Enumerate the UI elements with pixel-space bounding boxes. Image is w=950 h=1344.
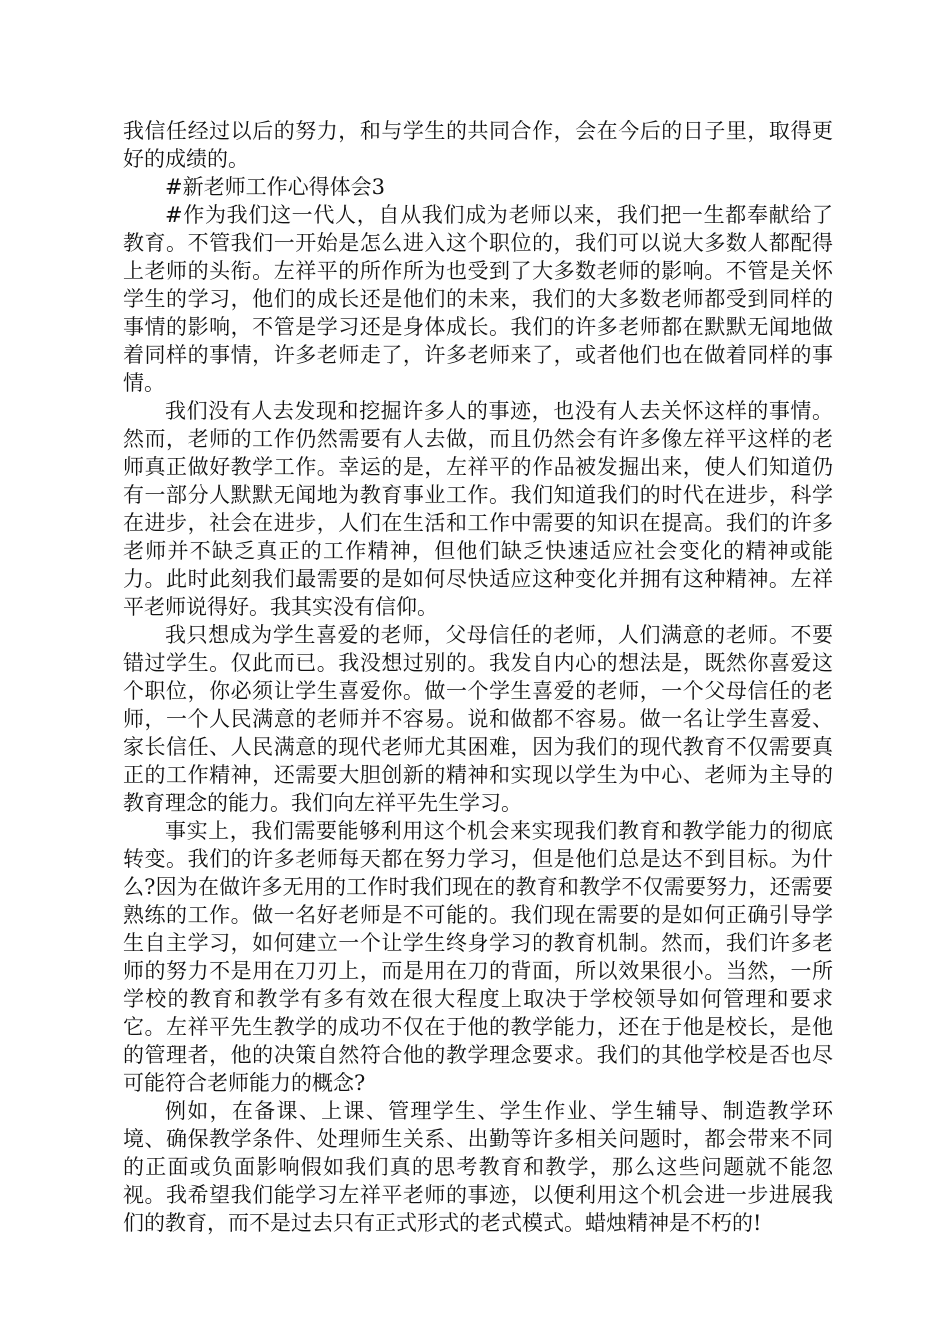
paragraph: 事实上，我们需要能够利用这个机会来实现我们教育和教学能力的彻底转变。我们的许多老师每天都在努力学习，但是他们总是达不到目标。为什么?因为在做许多无用的工作时我们现在的教育和教学不仅需要努力，还需要熟练的工作。做一名好老师是不可能的。我们现在需要的是如何正确引导学生自主学习，如何建立一个让学生终身学习的教育机制。然而，我们许多老师的努力不是用在刀刃上，而是用在刀的背面，所以效果很小。当然，一所学校的教育和教学有多有效在很大程度上取决于学校领导如何管理和要求它。左祥平先生教学的成功不仅在于他的教学能力，还在于他是校长，是他的管理者，他的决策自然符合他的教学理念要求。我们的其他学校是否也尽可能符合老师能力的概念?	[123, 819, 833, 1095]
paragraph: #作为我们这一代人，自从我们成为老师以来，我们把一生都奉献给了教育。不管我们一开始是怎么进入这个职位的，我们可以说大多数人都配得上老师的头衔。左祥平的所作所为也受到了大多数老师的影响。不管是关怀学生的学习，他们的成长还是他们的未来，我们的大多数老师都受到同样的事情的影响，不管是学习还是身体成长。我们的许多老师都在默默无闻地做着同样的事情，许多老师走了，许多老师来了，或者他们也在做着同样的事情。	[123, 203, 833, 395]
paragraph-continuation: 我信任经过以后的努力，和与学生的共同合作，会在今后的日子里，取得更好的成绩的。	[123, 119, 833, 171]
section-heading: #新老师工作心得体会3	[165, 175, 385, 199]
paragraph: 我只想成为学生喜爱的老师，父母信任的老师，人们满意的老师。不要错过学生。仅此而已。我没想过别的。我发自内心的想法是，既然你喜爱这个职位，你必须让学生喜爱你。做一个学生喜爱的老师，一个父母信任的老师，一个人民满意的老师并不容易。说和做都不容易。做一名让学生喜爱、家长信任、人民满意的现代老师尤其困难，因为我们的现代教育不仅需要真正的工作精神，还需要大胆创新的精神和实现以学生为中心、老师为主导的教育理念的能力。我们向左祥平先生学习。	[123, 623, 833, 815]
paragraph: 例如，在备课、上课、管理学生、学生作业、学生辅导、制造教学环境、确保教学条件、处理师生关系、出勤等许多相关问题时，都会带来不同的正面或负面影响假如我们真的思考教育和教学，那么这些问题就不能忽视。我希望我们能学习左祥平老师的事迹，以便利用这个机会进一步进展我们的教育，而不是过去只有正式形式的老式模式。蜡烛精神是不朽的!	[123, 1099, 833, 1235]
paragraph: 我们没有人去发现和挖掘许多人的事迹，也没有人去关怀这样的事情。然而，老师的工作仍然需要有人去做，而且仍然会有许多像左祥平这样的老师真正做好教学工作。幸运的是，左祥平的作品被发掘出来，使人们知道仍有一部分人默默无闻地为教育事业工作。我们知道我们的时代在进步，科学在进步，社会在进步，人们在生活和工作中需要的知识在提高。我们的许多老师并不缺乏真正的工作精神，但他们缺乏快速适应社会变化的精神或能力。此时此刻我们最需要的是如何尽快适应这种变化并拥有这种精神。左祥平老师说得好。我其实没有信仰。	[123, 399, 833, 619]
document-body	[123, 117, 833, 1237]
